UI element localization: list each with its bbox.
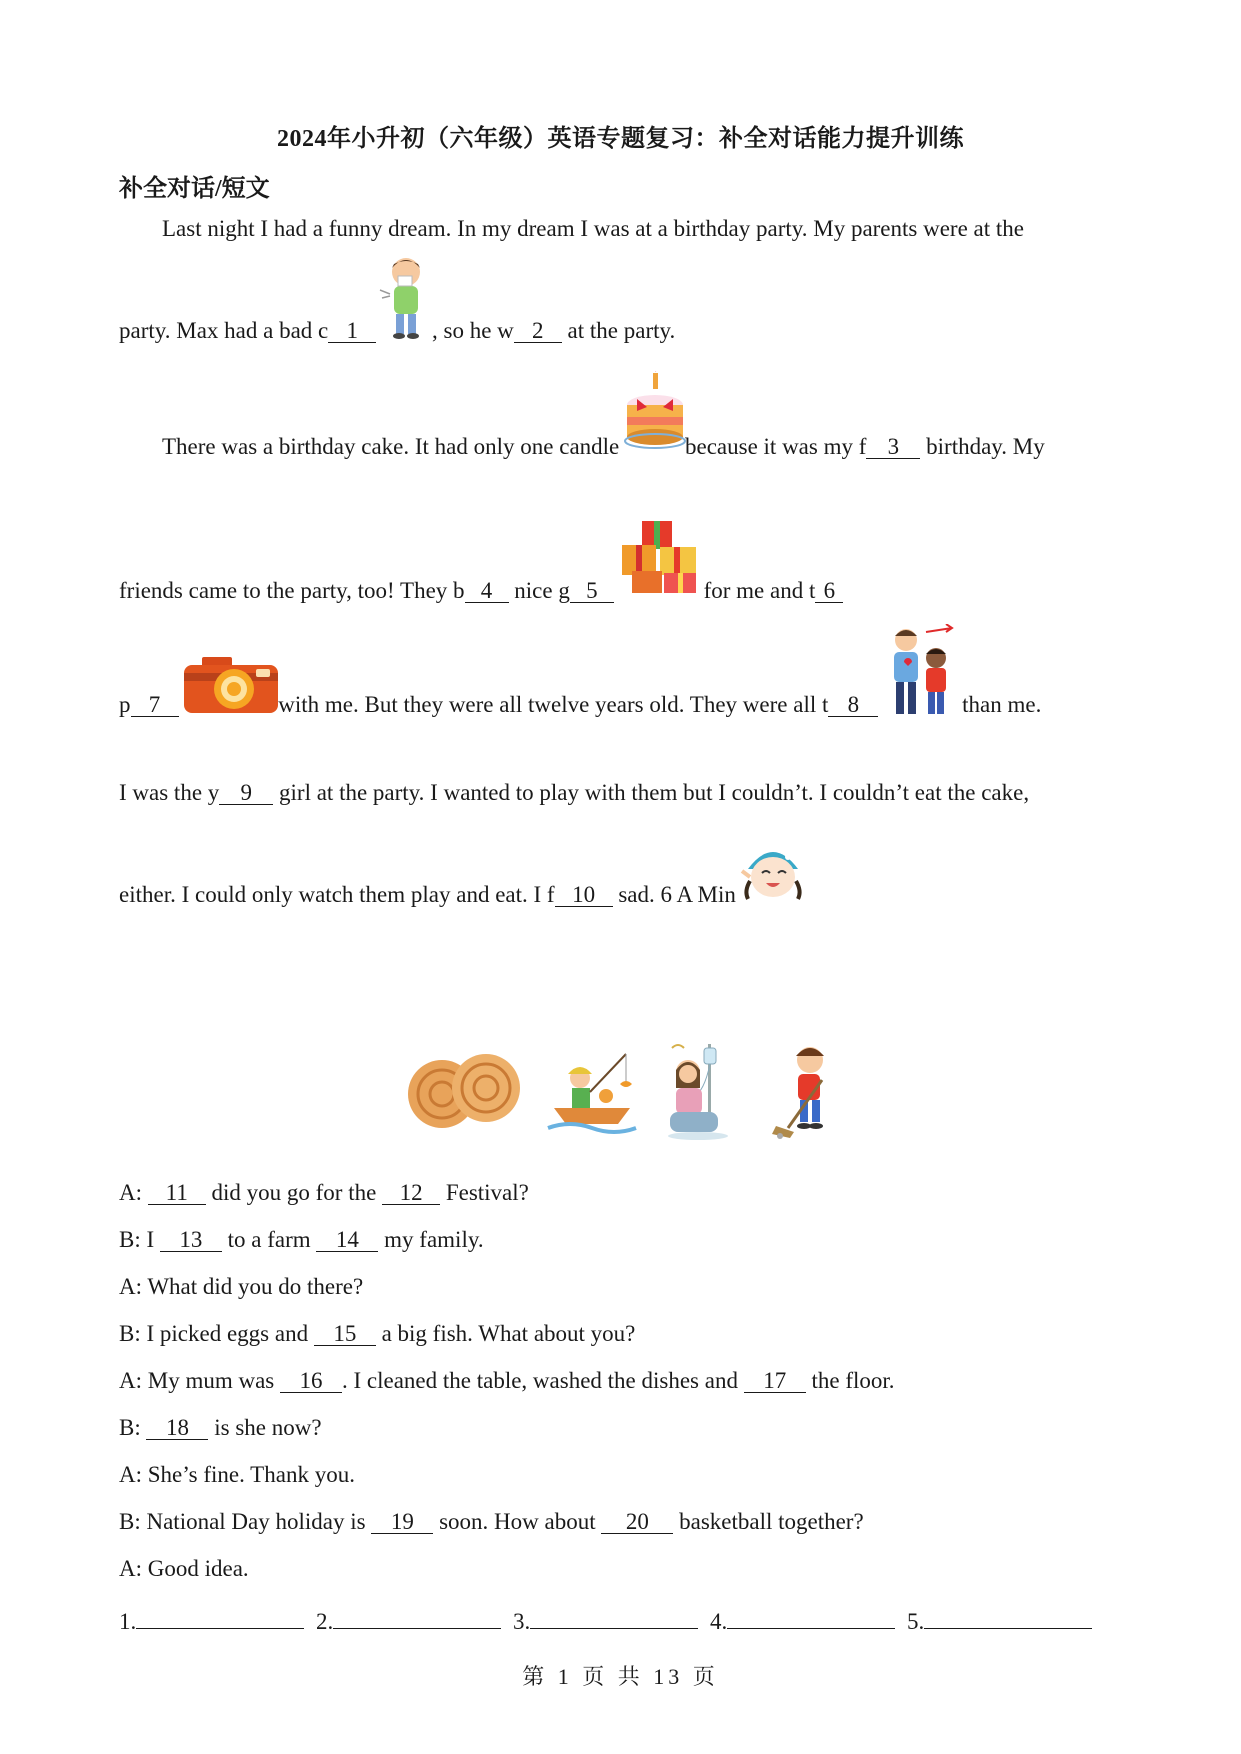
girl-face-picture — [740, 841, 806, 903]
passage-text: with me. But they were all twelve years old. They were all t — [278, 692, 829, 717]
answer-blank-4[interactable] — [727, 1608, 895, 1629]
passage-line-3 — [162, 434, 1045, 460]
dialogue-text: my family. — [384, 1227, 484, 1252]
dialogue-text: soon. How about — [439, 1509, 596, 1534]
dialogue-line-2 — [119, 1227, 484, 1253]
blank-9[interactable]: 9 — [219, 782, 273, 805]
blank-16[interactable]: 16 — [280, 1370, 342, 1393]
blank-7[interactable]: 7 — [131, 694, 179, 717]
tall-short-boys-picture — [886, 624, 956, 720]
answer-label-1: 1. — [119, 1609, 137, 1634]
dialogue-text: B: I — [119, 1227, 155, 1252]
blank-20[interactable]: 20 — [601, 1511, 673, 1534]
answer-blank-3[interactable] — [530, 1608, 698, 1629]
passage-text: friends came to the party, too! They b — [119, 578, 465, 603]
blank-3[interactable]: 3 — [866, 436, 920, 459]
camera-picture — [182, 655, 280, 715]
dialogue-text: B: I picked eggs and — [119, 1321, 309, 1346]
blank-18[interactable]: 18 — [146, 1417, 208, 1440]
dialogue-text: Festival? — [445, 1180, 529, 1205]
blank-13[interactable]: 13 — [160, 1229, 222, 1252]
dialogue-line-4 — [119, 1321, 635, 1347]
dialogue-line-5 — [119, 1368, 895, 1394]
blank-4[interactable]: 4 — [465, 580, 509, 603]
gifts-picture — [618, 517, 702, 597]
passage-text: There was a birthday cake. It had only one candle — [162, 434, 620, 459]
passage-text: sad. 6 A Min — [618, 882, 736, 907]
dialogue-text: is she now? — [214, 1415, 322, 1440]
passage-text: at the party. — [567, 318, 676, 343]
blank-2[interactable]: 2 — [514, 320, 562, 343]
blank-11[interactable]: 11 — [148, 1182, 206, 1205]
answer-label-5: 5. — [907, 1609, 925, 1634]
passage-text: girl at the party. I wanted to play with them but I couldn’t. I couldn’t eat the cake, — [279, 780, 1030, 805]
passage-text: I was the y — [119, 780, 220, 805]
answer-blank-5[interactable] — [924, 1608, 1092, 1629]
passage-text: p — [119, 692, 131, 717]
passage-line-6 — [119, 780, 1029, 806]
passage-text: party. Max had a bad c — [119, 318, 329, 343]
answer-blank-1[interactable] — [136, 1608, 304, 1629]
page-footer: 第 1 页 共 13 页 — [522, 1664, 719, 1689]
blank-15[interactable]: 15 — [314, 1323, 376, 1346]
dialogue-text: B: — [119, 1415, 141, 1440]
dialogue-line-9 — [119, 1556, 249, 1582]
sweeping-boy-picture — [770, 1042, 840, 1142]
passage-text: , so he w — [432, 318, 514, 343]
blank-8[interactable]: 8 — [828, 694, 878, 717]
dialogue-text: A: My mum was — [119, 1368, 275, 1393]
dialogue-line-7 — [119, 1462, 355, 1488]
dialogue-line-3 — [119, 1274, 363, 1300]
blank-17[interactable]: 17 — [744, 1370, 806, 1393]
answer-label-2: 2. — [316, 1609, 334, 1634]
answer-label-3: 3. — [513, 1609, 531, 1634]
blank-10[interactable]: 10 — [555, 884, 613, 907]
answer-lines — [119, 1608, 1098, 1635]
section-heading: 补全对话/短文 — [119, 176, 270, 202]
birthday-cake-picture — [623, 371, 687, 457]
passage-line-1 — [162, 216, 1024, 242]
dialogue-text: A: — [119, 1180, 142, 1205]
passage-line-7 — [119, 882, 806, 908]
blank-1[interactable]: 1 — [328, 320, 376, 343]
fishing-boat-picture — [546, 1048, 638, 1138]
dialogue-line-8 — [119, 1509, 864, 1535]
passage-line-4 — [119, 578, 843, 604]
page-title: 2024年小升初（六年级）英语专题复习：补全对话能力提升训练 — [277, 126, 964, 152]
dialogue-line-6 — [119, 1415, 322, 1441]
blank-19[interactable]: 19 — [371, 1511, 433, 1534]
dialogue-line-1 — [119, 1180, 529, 1206]
dialogue-text: . I cleaned the table, washed the dishes and — [342, 1368, 738, 1393]
answer-label-4: 4. — [710, 1609, 728, 1634]
dialogue-text: did you go for the — [211, 1180, 377, 1205]
passage-line-2 — [119, 318, 675, 344]
dialogue-text: to a farm — [227, 1227, 311, 1252]
passage-text: for me and t — [703, 578, 816, 603]
dialogue-text: a big fish. What about you? — [381, 1321, 636, 1346]
sick-girl-drip-picture — [664, 1042, 732, 1142]
passage-text: because it was my f — [685, 434, 867, 459]
dialogue-text: basketball together? — [679, 1509, 864, 1534]
passage-text: nice g — [514, 578, 570, 603]
passage-text: Last night I had a funny dream. In my dream I was at a birthday party. My parents were at the — [162, 216, 1024, 241]
blank-12[interactable]: 12 — [382, 1182, 440, 1205]
passage-line-5 — [119, 692, 1041, 720]
dialogue-text: B: National Day holiday is — [119, 1509, 366, 1534]
blank-14[interactable]: 14 — [316, 1229, 378, 1252]
passage-text: birthday. My — [926, 434, 1045, 459]
passage-text: either. I could only watch them play and eat. I f — [119, 882, 555, 907]
blank-5[interactable]: 5 — [570, 580, 614, 603]
dialogue-text: A: She’s fine. Thank you. — [119, 1462, 355, 1487]
blank-6[interactable]: 6 — [815, 580, 843, 603]
dialogue-text: A: Good idea. — [119, 1556, 249, 1581]
passage-text: than me. — [962, 692, 1042, 717]
answer-blank-2[interactable] — [333, 1608, 501, 1629]
sick-boy-picture — [378, 254, 436, 342]
dialogue-text: the floor. — [811, 1368, 895, 1393]
mooncakes-picture — [404, 1048, 524, 1134]
dialogue-text: A: What did you do there? — [119, 1274, 364, 1299]
